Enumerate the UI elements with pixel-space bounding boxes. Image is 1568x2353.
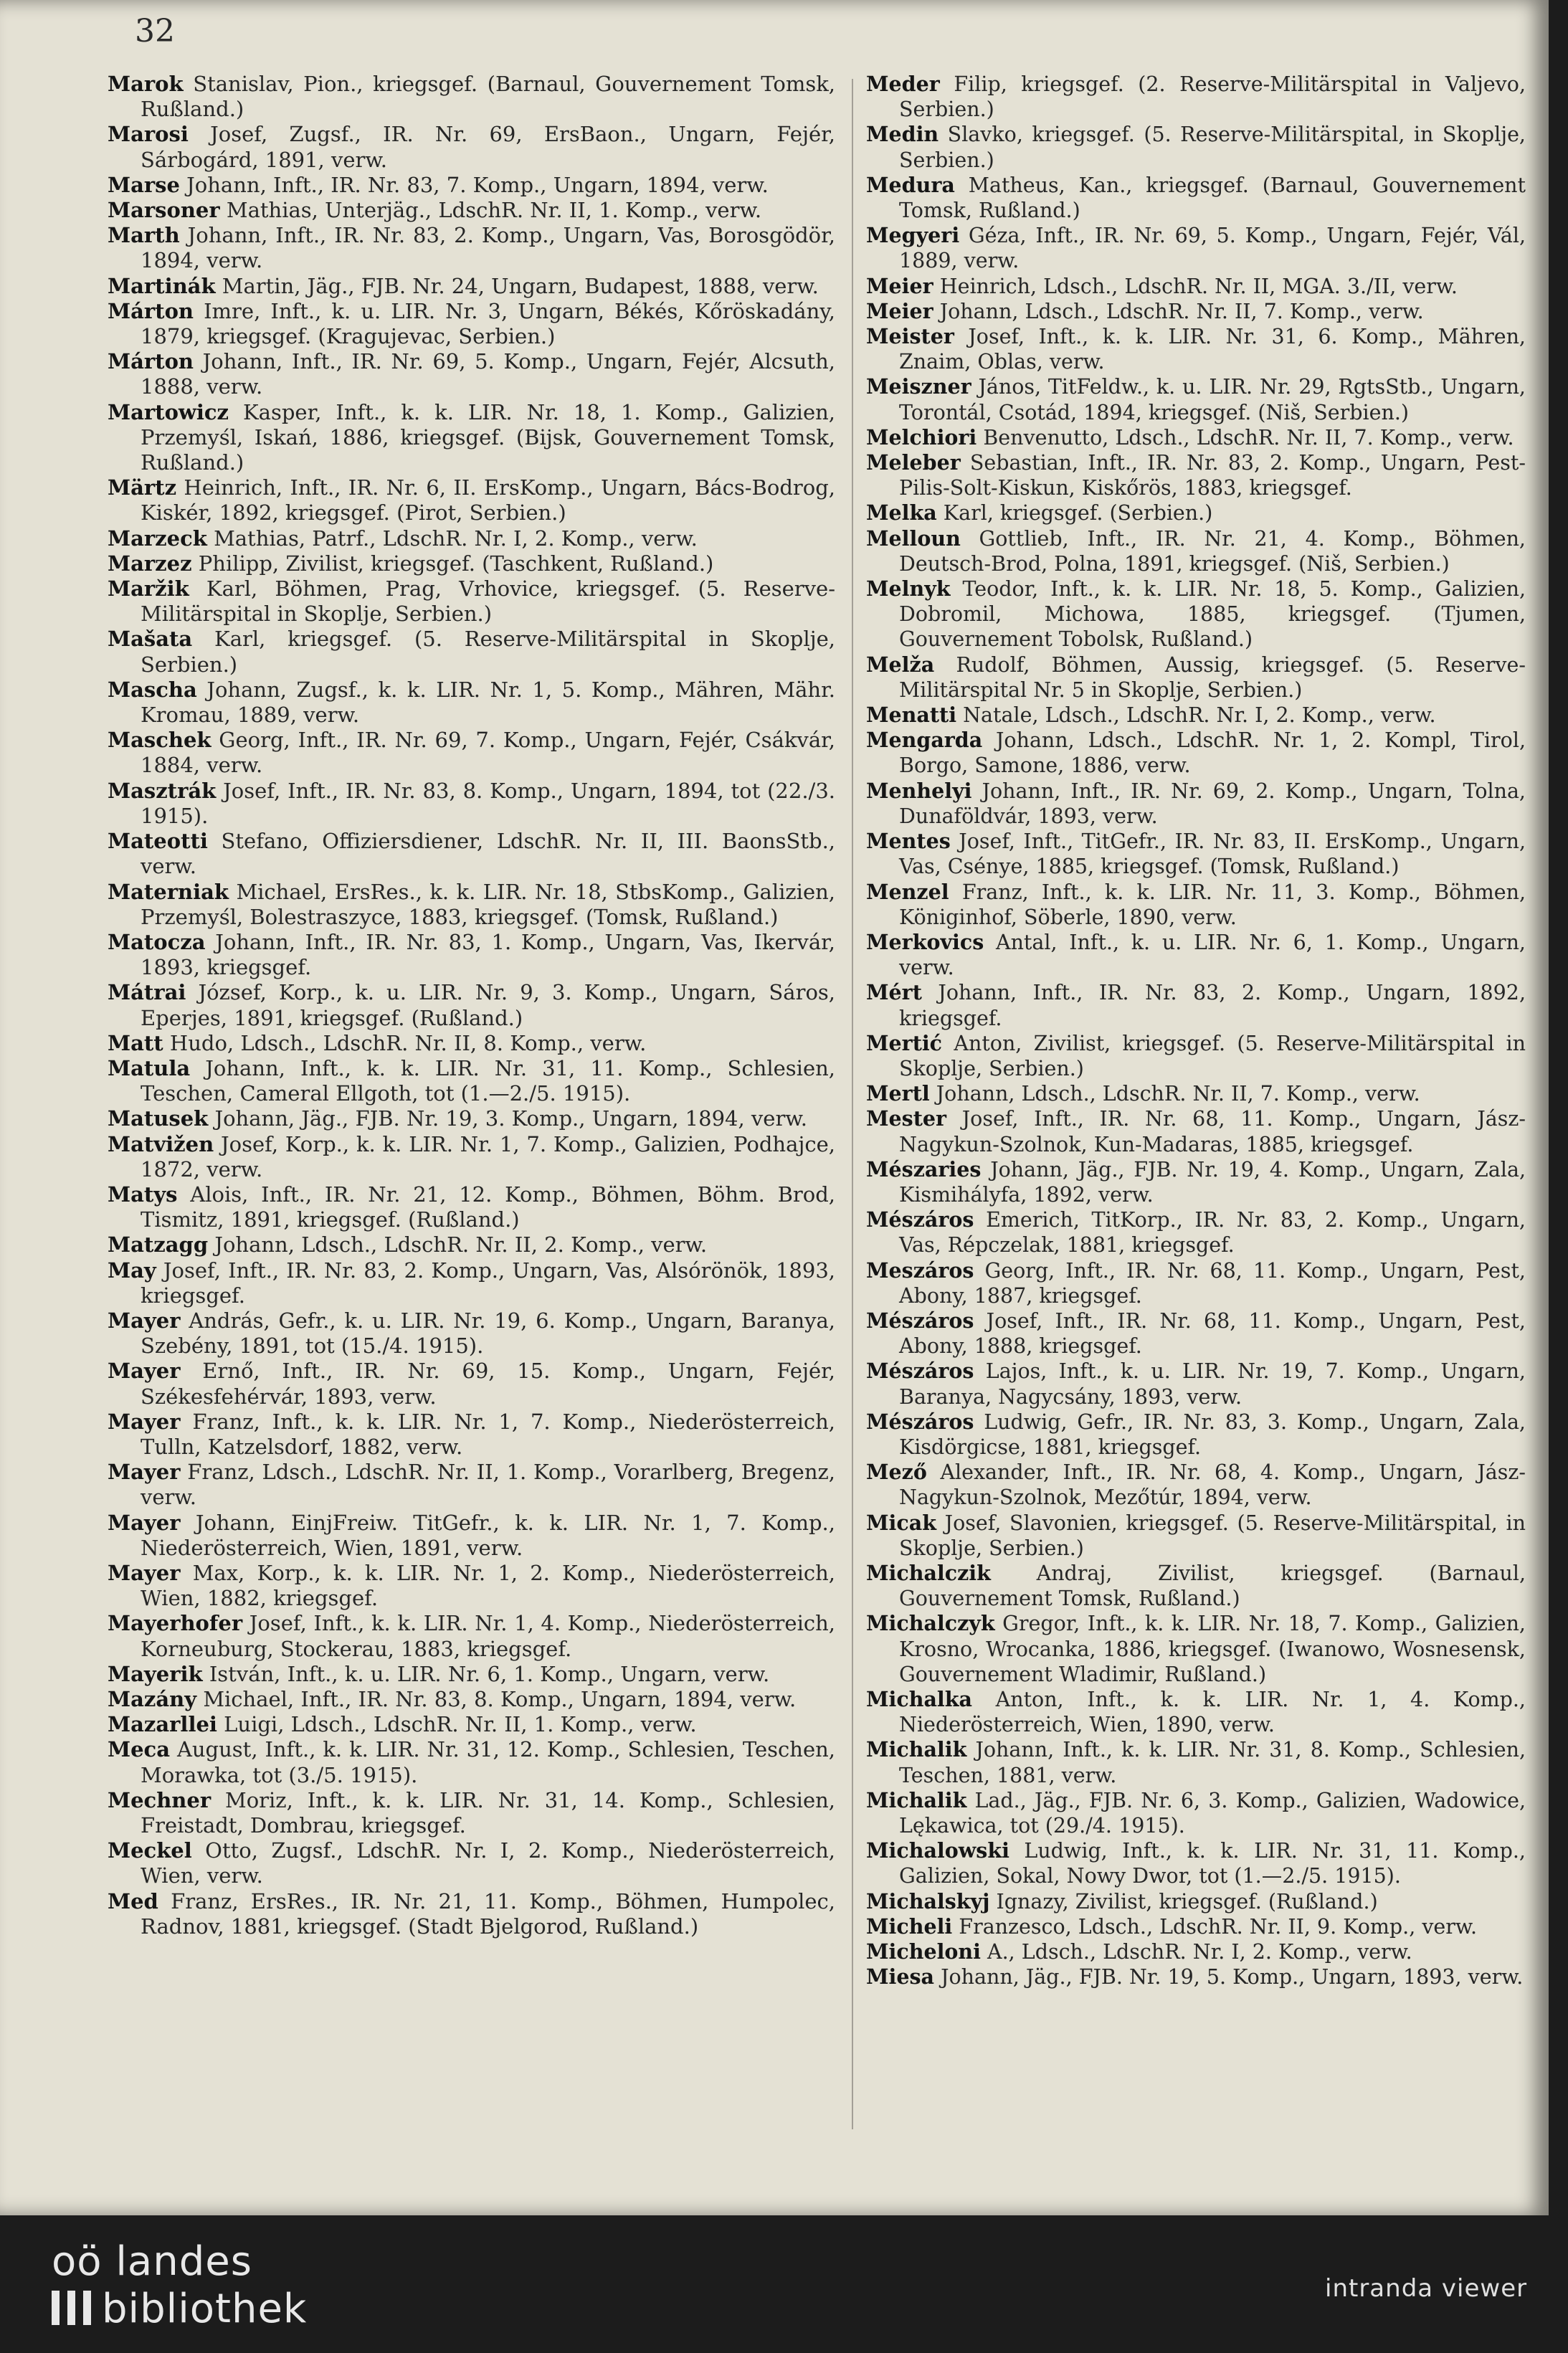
entry-details: Johann, Ldsch., LdschR. Nr. II, 2. Komp., verw. [214,1232,708,1258]
register-entry [108,400,835,476]
register-entry [866,1081,1526,1106]
register-entry [108,1232,835,1258]
entry-surname: Mayer [108,1460,181,1485]
entry-details: Benvenutto, Ldsch., LdschR. Nr. II, 7. Komp., verw. [983,425,1514,450]
entry-surname: Michalskyj [866,1888,990,1914]
entry-surname: Meca [108,1737,170,1762]
entry-details: Josef, Inft., IR. Nr. 83, 2. Komp., Ungarn, Vas, Alsórönök, 1893, kriegsgef. [141,1258,835,1308]
page-number: 32 [135,13,175,49]
entry-details: Johann, Inft., k. k. LIR. Nr. 31, 11. Komp., Schlesien, Teschen, Cameral Ellgoth, tot (1.—2./5. 1915). [141,1055,835,1106]
register-entry [108,829,835,879]
entry-details: Andraj, Zivilist, kriegsgef. (Barnaul, Gouvernement Tomsk, Rußland.) [899,1561,1526,1611]
entry-details: Michael, ErsRes., k. k. LIR. Nr. 18, StbsKomp., Galizien, Przemyśl, Bolestraszyce, 1883, kriegsgef. (Tomsk, Rußland.) [141,879,835,929]
entry-surname: Márton [108,298,194,323]
entry-surname: Mayerhofer [108,1611,243,1636]
register-entry [866,1788,1526,1838]
register-entry [108,1838,835,1888]
entry-surname: Meder [866,72,940,96]
register-entry [866,1889,1526,1914]
register-entry [108,1132,835,1182]
entry-surname: Mašata [108,627,193,652]
entry-surname: Mayer [108,1560,181,1585]
entry-details: Teodor, Inft., k. k. LIR. Nr. 18, 5. Komp., Galizien, Dobromil, Michowa, 1885, kriegsgef. (Tjumen, Gouvernement Tobolsk, Rußland.) [899,577,1526,652]
register-entry [108,1737,835,1787]
entry-surname: Mateotti [108,829,208,854]
entry-surname: Medura [866,172,955,197]
entry-details: Josef, Inft., TitGefr., IR. Nr. 83, II. ErsKomp., Ungarn, Vas, Csénye, 1885, kriegsgef. (Tomsk, Rußland.) [899,830,1526,879]
register-entry [866,374,1526,424]
register-entry [866,1031,1526,1081]
register-entry [866,500,1526,526]
library-logo-bottom [52,2286,307,2332]
entry-surname: Meckel [108,1838,192,1863]
entry-surname: Mayer [108,1359,181,1384]
register-entry [866,173,1526,223]
entry-details: Johann, Inft., IR. Nr. 83, 2. Komp., Ungarn, Vas, Borosgödör, 1894, verw. [141,223,835,273]
register-entry [108,627,835,677]
entry-surname: Márton [108,349,194,374]
register-entry [866,703,1526,728]
register-entry [866,1838,1526,1888]
entry-details: Alois, Inft., IR. Nr. 21, 12. Komp., Böhmen, Böhm. Brod, Tismitz, 1891, kriegsgef. (Rußland.) [141,1182,835,1232]
register-entry [108,198,835,223]
library-logo-text: bibliothek [102,2286,308,2332]
register-entry [866,1939,1526,1964]
register-entry [866,1410,1526,1460]
entry-surname: Materniak [108,879,229,904]
register-entry [108,1359,835,1409]
register-entry [108,1511,835,1561]
register-entry [108,1410,835,1460]
entry-details: Johann, Jäg., FJB. Nr. 19, 3. Komp., Ungarn, 1894, verw. [214,1106,807,1131]
register-entry [866,1964,1526,1990]
right-column [866,72,1526,2151]
entry-surname: Michalik [866,1787,967,1812]
entry-details: Géza, Inft., IR. Nr. 69, 5. Komp., Ungarn, Fejér, Vál, 1889, verw. [899,224,1526,273]
register-entry [866,1460,1526,1510]
entry-surname: Mengarda [866,728,983,753]
register-entry [108,576,835,627]
entry-surname: Mátrai [108,980,186,1005]
entry-surname: Michalczyk [866,1611,995,1636]
register-entry [866,1359,1526,1409]
register-entry [108,1712,835,1737]
entry-details: Gottlieb, Inft., IR. Nr. 21, 4. Komp., Böhmen, Deutsch-Brod, Polna, 1891, kriegsgef. (Niš, Serbien.) [899,526,1526,576]
register-entry [108,728,835,778]
entry-details: Johann, Jäg., FJB. Nr. 19, 4. Komp., Ungarn, Zala, Kismihályfa, 1892, verw. [899,1157,1526,1207]
entry-details: Johann, Inft., IR. Nr. 83, 7. Komp., Ungarn, 1894, verw. [186,172,769,197]
entry-surname: Matzagg [108,1232,209,1258]
entry-surname: Meleber [866,450,961,475]
entry-surname: Mertl [866,1081,930,1106]
entry-details: Georg, Inft., IR. Nr. 69, 7. Komp., Ungarn, Fejér, Csákvár, 1884, verw. [141,728,835,778]
entry-details: András, Gefr., k. u. LIR. Nr. 19, 6. Komp., Ungarn, Baranya, Szebény, 1891, tot (15./4. 1915). [141,1308,835,1359]
register-entry [866,1737,1526,1787]
entry-details: Slavko, kriegsgef. (5. Reserve-Militärspital, in Skoplje, Serbien.) [899,123,1526,172]
entry-surname: Meiszner [866,374,971,399]
entry-details: Georg, Inft., IR. Nr. 68, 11. Komp., Ungarn, Pest, Abony, 1887, kriegsgef. [899,1258,1526,1308]
entry-details: A., Ldsch., LdschR. Nr. I, 2. Komp., verw. [987,1940,1412,1964]
register-entry [108,1662,835,1687]
entry-details: Martin, Jäg., FJB. Nr. 24, Ungarn, Budapest, 1888, verw. [222,273,819,298]
entry-surname: Meszáros [866,1258,974,1283]
left-column [108,72,835,2151]
entry-surname: Michalka [866,1687,972,1711]
entry-details: Philipp, Zivilist, kriegsgef. (Taschkent, Rußland.) [198,551,714,576]
register-entry [108,1687,835,1712]
entry-surname: Mészaries [866,1156,982,1182]
register-entry [108,122,835,172]
column-divider [852,79,853,2129]
entry-surname: Mért [866,980,922,1005]
register-entry [108,173,835,198]
register-entry [108,475,835,526]
register-entry [108,1460,835,1510]
entry-details: Josef, Inft., IR. Nr. 68, 11. Komp., Ungarn, Jász-Nagykun-Szolnok, Kun-Madaras, 1885, kriegsgef. [899,1107,1526,1156]
entry-surname: Mechner [108,1787,212,1812]
entry-details: Franzesco, Ldsch., LdschR. Nr. II, 9. Komp., verw. [959,1914,1477,1939]
register-entry [108,678,835,728]
entry-surname: Matvižen [108,1131,214,1156]
entry-surname: Martinák [108,273,216,298]
entry-details: Johann, Inft., IR. Nr. 83, 1. Komp., Ungarn, Vas, Ikervár, 1893, kriegsgef. [141,929,835,980]
entry-details: Mathias, Unterjäg., LdschR. Nr. II, 1. Komp., verw. [226,198,762,223]
entry-surname: Mertić [866,1030,943,1055]
entry-details: Emerich, TitKorp., IR. Nr. 83, 2. Komp., Ungarn, Vas, Répczelak, 1881, kriegsgef. [899,1208,1526,1258]
entry-surname: May [108,1258,156,1283]
entry-surname: Melža [866,652,935,677]
entry-details: Josef, Inft., IR. Nr. 68, 11. Komp., Ungarn, Pest, Abony, 1888, kriegsgef. [899,1308,1526,1359]
entry-surname: Mayer [108,1409,181,1434]
entry-details: Josef, Inft., k. k. LIR. Nr. 1, 4. Komp., Niederösterreich, Korneuburg, Stockerau, 1883, kriegsgef. [141,1611,835,1661]
entry-details: Natale, Ldsch., LdschR. Nr. I, 2. Komp., verw. [963,703,1436,728]
register-entry [866,1914,1526,1939]
entry-surname: Meister [866,324,954,349]
entry-surname: Mészáros [866,1308,974,1333]
entry-details: Johann, Ldsch., LdschR. Nr. 1, 2. Kompl, Tirol, Borgo, Samone, 1886, verw. [899,728,1526,778]
register-entry [108,1056,835,1106]
entry-surname: Mayer [108,1510,181,1535]
register-entry [866,72,1526,122]
entry-details: Johann, Inft., IR. Nr. 69, 2. Komp., Ungarn, Tolna, Dunaföldvár, 1893, verw. [899,779,1526,828]
entry-surname: Matocza [108,929,206,954]
entry-surname: Mentes [866,829,951,854]
entry-surname: Mazarllei [108,1712,217,1737]
register-entry [108,299,835,349]
register-entry [866,450,1526,500]
entry-details: Antal, Inft., k. u. LIR. Nr. 6, 1. Komp., Ungarn, verw. [899,930,1526,980]
entry-details: Franz, Inft., k. k. LIR. Nr. 1, 7. Komp., Niederösterreich, Tulln, Katzelsdorf, 1882, verw. [141,1409,835,1459]
entry-surname: Mayer [108,1308,181,1333]
register-entry [866,1308,1526,1359]
intranda-viewer-link[interactable]: intranda viewer [1325,2274,1528,2303]
entry-details: József, Korp., k. u. LIR. Nr. 9, 3. Komp., Ungarn, Sáros, Eperjes, 1891, kriegsgef. (Rußland.) [141,980,835,1030]
register-entry [108,779,835,829]
register-entry [866,1106,1526,1156]
library-logo-top: oö landes [52,2238,252,2285]
entry-surname: Meier [866,298,933,323]
entry-details: Kasper, Inft., k. k. LIR. Nr. 18, 1. Komp., Galizien, Przemyśl, Iskań, 1886, kriegsgef. (Bijsk, Gouvernement Tomsk, Rußland.) [141,399,835,475]
register-entry [866,880,1526,930]
entry-surname: Maržik [108,576,189,602]
entry-surname: Mascha [108,677,197,702]
register-entry [108,880,835,930]
entry-surname: Marzeck [108,526,207,551]
entry-surname: Marse [108,172,180,197]
entry-surname: Maschek [108,728,212,753]
register-entry [866,122,1526,172]
entry-surname: Marsoner [108,198,220,223]
entry-surname: Matt [108,1030,163,1055]
entry-surname: Mészáros [866,1207,974,1232]
entry-surname: Matula [108,1055,191,1080]
register-entry [866,829,1526,879]
entry-surname: Marok [108,72,184,96]
register-entry [866,1207,1526,1258]
entry-surname: Masztrák [108,778,217,803]
entry-details: István, Inft., k. u. LIR. Nr. 6, 1. Komp., Ungarn, verw. [209,1661,770,1686]
entry-surname: Menatti [866,703,957,728]
register-entry [108,1561,835,1611]
register-entry [108,1308,835,1359]
entry-details: Anton, Zivilist, kriegsgef. (5. Reserve-Militärspital in Skoplje, Serbien.) [899,1031,1526,1080]
entry-details: Johann, Inft., k. k. LIR. Nr. 31, 8. Komp., Schlesien, Teschen, 1881, verw. [899,1738,1526,1787]
register-entry [866,576,1526,652]
entry-surname: Melloun [866,526,961,551]
entry-details: Heinrich, Inft., IR. Nr. 6, II. ErsKomp., Ungarn, Bács-Bodrog, Kiskér, 1892, kriegsgef. (Pirot, Serbien.) [141,475,835,526]
register-entry [108,551,835,576]
register-entry [108,526,835,551]
register-entry [108,1788,835,1838]
entry-details: Mathias, Patrf., LdschR. Nr. I, 2. Komp., verw. [214,526,698,551]
entry-details: Karl, Böhmen, Prag, Vrhovice, kriegsgef. (5. Reserve-Militärspital in Skoplje, Serbien.) [141,576,835,627]
register-entry [866,274,1526,299]
register-entry [866,930,1526,980]
register-entry [108,72,835,122]
register-entry [108,349,835,399]
register-entry [108,1889,835,1939]
entry-details: Ignazy, Zivilist, kriegsgef. (Rußland.) [996,1889,1378,1914]
register-entry [866,526,1526,576]
entry-details: Johann, EinjFreiw. TitGefr., k. k. LIR. Nr. 1, 7. Komp., Niederösterreich, Wien, 1891, verw. [141,1510,835,1560]
register-entry [866,980,1526,1030]
register-entry [866,1258,1526,1308]
entry-details: Ludwig, Inft., k. k. LIR. Nr. 31, 11. Komp., Galizien, Sokal, Nowy Dwor, tot (1.—2./5. 1915). [899,1839,1526,1888]
entry-details: Filip, kriegsgef. (2. Reserve-Militärspital in Valjevo, Serbien.) [899,72,1526,122]
entry-details: Gregor, Inft., k. k. LIR. Nr. 18, 7. Komp., Galizien, Krosno, Wrocanka, 1886, kriegsgef. (Iwanowo, Wosnesensk, Gouvernement Wladimir, Rußland.) [899,1612,1526,1686]
entry-details: August, Inft., k. k. LIR. Nr. 31, 12. Komp., Schlesien, Teschen, Morawka, tot (3./5. 1915). [141,1737,835,1787]
entry-details: Michael, Inft., IR. Nr. 83, 8. Komp., Ungarn, 1894, verw. [203,1687,797,1711]
register-entry [108,1182,835,1232]
entry-details: Heinrich, Ldsch., LdschR. Nr. II, MGA. 3./II, verw. [939,274,1458,298]
entry-details: Alexander, Inft., IR. Nr. 68, 4. Komp., Ungarn, Jász-Nagykun-Szolnok, Mezőtúr, 1894, verw. [899,1460,1526,1510]
entry-details: Josef, Zugsf., IR. Nr. 69, ErsBaon., Ungarn, Fejér, Sárbogárd, 1891, verw. [141,122,835,172]
entry-surname: Melchiori [866,424,977,450]
register-entry [108,930,835,980]
register-entry [866,1611,1526,1687]
entry-details: Ernő, Inft., IR. Nr. 69, 15. Komp., Ungarn, Fejér, Székesfehérvár, 1893, verw. [141,1359,835,1409]
entry-surname: Marzez [108,551,192,576]
entry-surname: Martowicz [108,399,229,424]
register-entry [108,1258,835,1308]
entry-details: Sebastian, Inft., IR. Nr. 83, 2. Komp., Ungarn, Pest-Pilis-Solt-Kiskun, Kiskőrös, 1883, kriegsgef. [899,451,1526,500]
register-entry [866,1511,1526,1561]
entry-surname: Mészáros [866,1359,974,1384]
register-entry [866,425,1526,450]
entry-details: Hudo, Ldsch., LdschR. Nr. II, 8. Komp., verw. [169,1030,647,1055]
entry-details: Karl, kriegsgef. (Serbien.) [943,501,1213,526]
logo-bars-icon [52,2291,95,2325]
entry-surname: Merkovics [866,929,984,954]
entry-details: Rudolf, Böhmen, Aussig, kriegsgef. (5. Reserve-Militärspital Nr. 5 in Skoplje, Serbien.) [899,652,1526,702]
entry-surname: Marth [108,223,180,248]
register-entry [866,779,1526,829]
entry-surname: Menhelyi [866,778,972,803]
entry-details: Josef, Inft., k. k. LIR. Nr. 31, 6. Komp., Mähren, Znaim, Oblas, verw. [899,325,1526,374]
register-entry [108,223,835,273]
entry-surname: Mező [866,1460,927,1485]
entry-surname: Med [108,1888,158,1914]
entry-surname: Menzel [866,879,949,904]
register-entry [866,1561,1526,1611]
entry-details: Lajos, Inft., k. u. LIR. Nr. 19, 7. Komp., Ungarn, Baranya, Nagycsány, 1893, verw. [899,1359,1526,1409]
entry-surname: Mayerik [108,1661,203,1686]
entry-details: Franz, Inft., k. k. LIR. Nr. 11, 3. Komp., Böhmen, Königinhof, Söberle, 1890, verw. [899,880,1526,929]
entry-surname: Micheli [866,1914,953,1939]
entry-details: Luigi, Ldsch., LdschR. Nr. II, 1. Komp., verw. [224,1712,697,1737]
entry-details: Matheus, Kan., kriegsgef. (Barnaul, Gouvernement Tomsk, Rußland.) [899,173,1526,223]
entry-surname: Mazány [108,1687,197,1711]
entry-details: Johann, Inft., IR. Nr. 69, 5. Komp., Ungarn, Fejér, Alcsuth, 1888, verw. [141,349,835,399]
register-entry [866,1157,1526,1207]
entry-surname: Micheloni [866,1939,981,1964]
entry-details: Lad., Jäg., FJB. Nr. 6, 3. Komp., Galizien, Wadowice, Lękawica, tot (29./4. 1915). [899,1788,1526,1838]
register-entry [866,1687,1526,1737]
entry-surname: Michalowski [866,1838,1009,1863]
entry-surname: Matys [108,1182,178,1207]
entry-details: Max, Korp., k. k. LIR. Nr. 1, 2. Komp., Niederösterreich, Wien, 1882, kriegsgef. [141,1560,835,1611]
entry-details: Moriz, Inft., k. k. LIR. Nr. 31, 14. Komp., Schlesien, Freistadt, Dombrau, kriegsgef. [141,1787,835,1838]
entry-details: Karl, kriegsgef. (5. Reserve-Militärspital in Skoplje, Serbien.) [141,627,835,677]
entry-details: Johann, Zugsf., k. k. LIR. Nr. 1, 5. Komp., Mähren, Mähr. Kromau, 1889, verw. [141,677,835,728]
register-entry [108,980,835,1030]
entry-details: Johann, Inft., IR. Nr. 83, 2. Komp., Ungarn, 1892, kriegsgef. [899,981,1526,1030]
entry-surname: Mester [866,1106,947,1131]
register-entry [108,1106,835,1131]
entry-details: Johann, Ldsch., LdschR. Nr. II, 7. Komp., verw. [939,299,1424,323]
entry-surname: Miesa [866,1964,935,1990]
register-entry [866,299,1526,324]
register-entry [108,1611,835,1661]
register-entry [108,1031,835,1056]
entry-details: Stanislav, Pion., kriegsgef. (Barnaul, Gouvernement Tomsk, Rußland.) [141,72,835,122]
entry-details: Johann, Ldsch., LdschR. Nr. II, 7. Komp., verw. [936,1082,1420,1106]
register-entry [108,274,835,299]
entry-details: Ludwig, Gefr., IR. Nr. 83, 3. Komp., Ungarn, Zala, Kisdörgicse, 1881, kriegsgef. [899,1410,1526,1459]
entry-details: Josef, Inft., IR. Nr. 83, 8. Komp., Ungarn, 1894, tot (22./3. 1915). [141,778,835,828]
entry-surname: Marosi [108,122,189,147]
entry-surname: Mészáros [866,1409,974,1434]
entry-surname: Matusek [108,1106,209,1131]
entry-surname: Melnyk [866,576,951,602]
entry-surname: Medin [866,122,939,147]
entry-surname: Märtz [108,475,177,500]
entry-details: Imre, Inft., k. u. LIR. Nr. 3, Ungarn, Békés, Kőröskadány, 1879, kriegsgef. (Kragujevac, Serbien.) [141,298,835,349]
entry-details: Stefano, Offiziersdiener, LdschR. Nr. II, III. BaonsStb., verw. [141,829,835,879]
entry-surname: Michalczik [866,1560,991,1585]
entry-details: Anton, Inft., k. k. LIR. Nr. 1, 4. Komp., Niederösterreich, Wien, 1890, verw. [899,1688,1526,1737]
entry-details: János, TitFeldw., k. u. LIR. Nr. 29, RgtsStb., Ungarn, Torontál, Csotád, 1894, kriegsgef. (Niš, Serbien.) [899,375,1526,424]
entry-surname: Michalik [866,1737,967,1762]
entry-details: Josef, Korp., k. k. LIR. Nr. 1, 7. Komp., Galizien, Podhajce, 1872, verw. [141,1131,835,1182]
entry-details: Josef, Slavonien, kriegsgef. (5. Reserve-Militärspital, in Skoplje, Serbien.) [899,1511,1526,1560]
entry-details: Otto, Zugsf., LdschR. Nr. I, 2. Komp., Niederösterreich, Wien, verw. [141,1838,835,1888]
entry-details: Johann, Jäg., FJB. Nr. 19, 5. Komp., Ungarn, 1893, verw. [941,1965,1524,1990]
register-entry [866,223,1526,273]
entry-surname: Megyeri [866,223,960,248]
entry-surname: Meier [866,273,933,298]
register-entry [866,652,1526,703]
entry-details: Franz, Ldsch., LdschR. Nr. II, 1. Komp., Vorarlberg, Bregenz, verw. [141,1460,835,1510]
register-entry [866,728,1526,778]
entry-details: Franz, ErsRes., IR. Nr. 21, 11. Komp., Böhmen, Humpolec, Radnov, 1881, kriegsgef. (Stadt Bjelgorod, Rußland.) [141,1888,835,1939]
entry-surname: Micak [866,1510,936,1535]
entry-surname: Melka [866,500,937,526]
register-entry [866,324,1526,374]
